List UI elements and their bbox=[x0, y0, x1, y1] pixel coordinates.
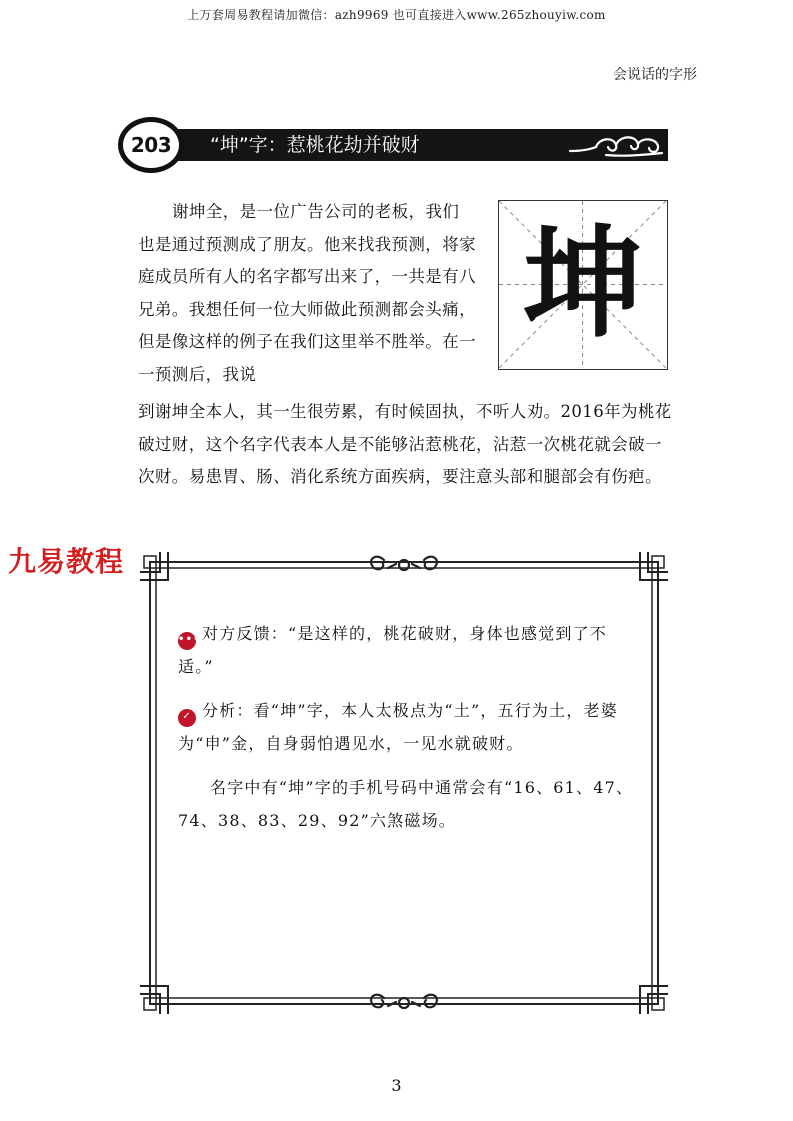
page-number: 3 bbox=[391, 1076, 402, 1095]
analysis-text: 看“坤”字，本人太极点为“土”，五行为土，老婆为“申”金，自身弱怕遇见水，一见水就破财。 bbox=[178, 701, 618, 753]
watermark: 九易教程 bbox=[8, 545, 125, 578]
analysis-label: 分析： bbox=[202, 701, 254, 720]
section-number-badge bbox=[118, 117, 184, 173]
section-number: 203 bbox=[130, 133, 172, 157]
feedback-text: “是这样的，桃花破财，身体也感觉到了不适。” bbox=[178, 624, 607, 676]
feedback-paragraph bbox=[178, 617, 638, 683]
numbers-paragraph: 名字中有“坤”字的手机号码中通常会有“16、61、47、74、38、83、29、92”六煞磁场。 bbox=[178, 778, 634, 830]
analysis-paragraph bbox=[178, 694, 638, 760]
feedback-label: 对方反馈： bbox=[202, 624, 289, 643]
body-paragraph-2: 到谢坤全本人，其一生很劳累，有时候固执，不听人劝。2016年为桃花破过财，这个名字代表本人是不能够沾惹桃花，沾惹一次桃花就会破一次财。易患胃、肠、消化系统方面疾病，要注意头部和腿部会有伤疤。 bbox=[138, 402, 672, 486]
featured-character: 坤 bbox=[523, 215, 643, 354]
checkmark-icon: ✓ bbox=[178, 709, 196, 727]
running-head: 会说话的字形 bbox=[613, 67, 697, 83]
section-title: “坤”字：惹桃花劫并破财 bbox=[210, 134, 420, 156]
promo-header: 上万套周易教程请加微信：azh9969 也可直接进入www.265zhouyiw.com bbox=[187, 8, 606, 22]
character-grid bbox=[498, 200, 668, 370]
body-paragraph-1: 谢坤全，是一位广告公司的老板，我们也是通过预测成了朋友。他来找我预测，将家庭成员所有人的名字都写出来了，一共是有八兄弟。我想任何一位大师做此预测都会头痛，但是像这样的例子在我们这里举不胜举。在一一预测后，我说 bbox=[138, 202, 476, 384]
ellipsis-icon: ••• bbox=[178, 632, 196, 650]
cloud-ornament-icon bbox=[566, 129, 668, 161]
